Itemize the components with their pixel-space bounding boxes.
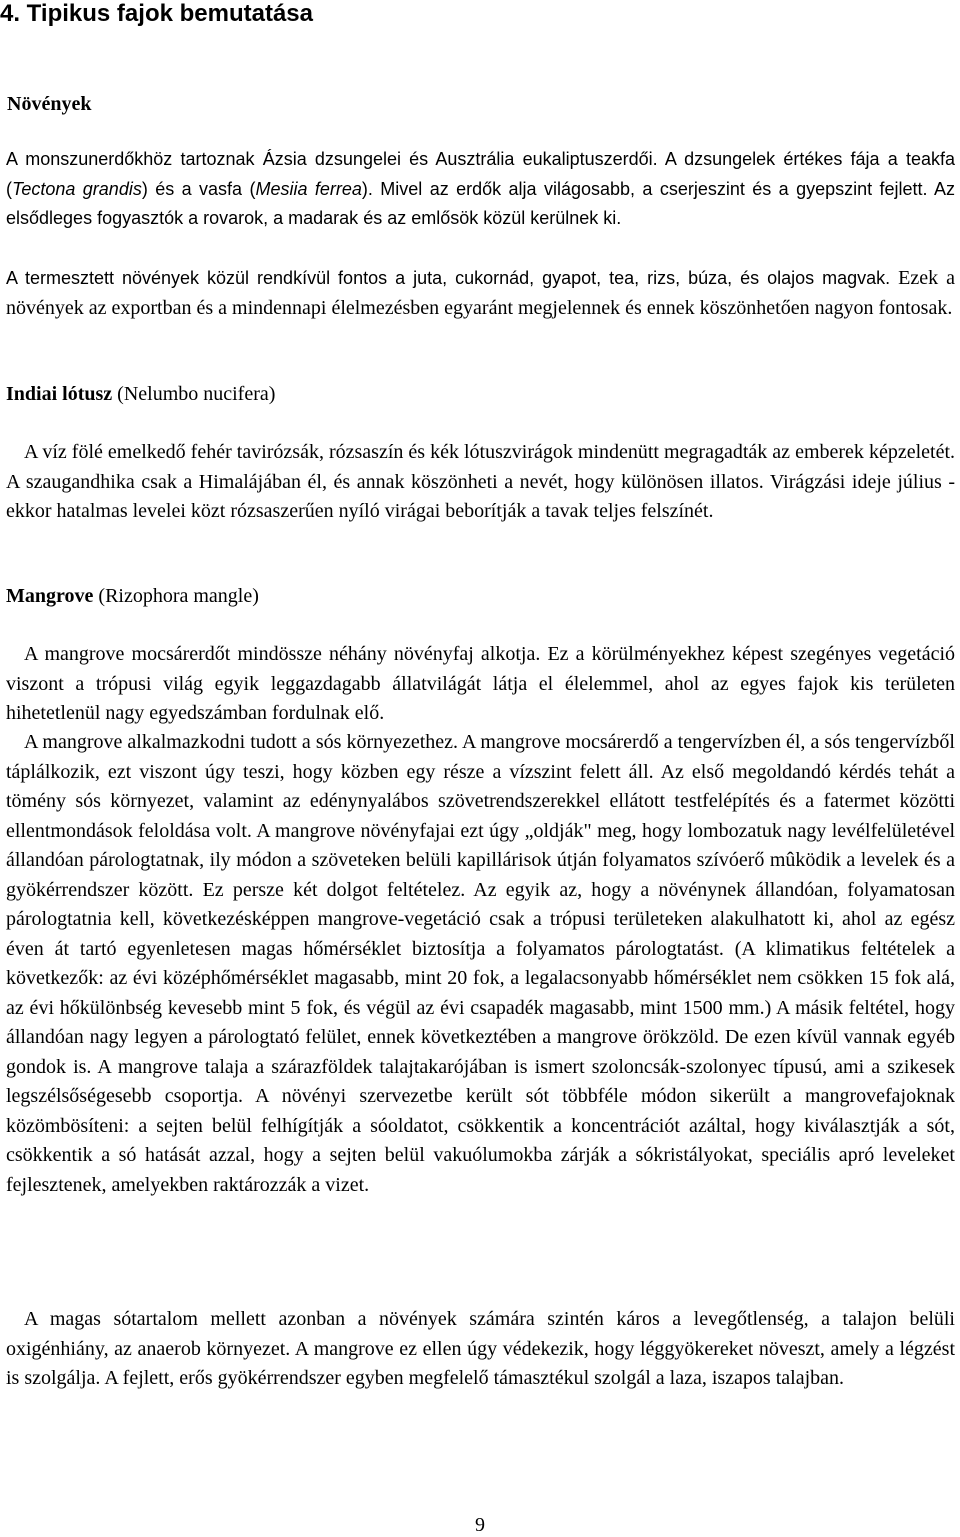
mangrove-latin: (Rizophora mangle) [93,585,259,607]
mangrove-name: Mangrove [6,585,94,607]
page-number: 9 [475,1514,485,1536]
mangrove-heading [6,584,259,608]
mangrove-paragraph-3: A magas sótartalom mellett azonban a növények számára szintén káros a levegőtlenség, a talajon belüli oxigénhiány, az anaerob környezet. A mangrove ez ellen úgy védekezik, hogy léggyökereket növeszt, amely a légzést is szolgálja. A fejlett, erős gyökérrendszer egyben megfelelő támasztékul szolgál a laza, iszapos talajban. [6,1308,955,1389]
latin-mesiia: Mesiia ferrea [255,178,362,199]
section-title: Növények [7,93,92,115]
intro-paragraph: A monszunerdőkhöz tartoznak Ázsia dzsungelei és Ausztrália eukaliptuszerdői. A dzsungelek értékes fája a teakfa (Tectona grandis) és a vasfa (Mesiia ferrea). Mivel az erdők alja világosabb, a cserjeszint és a gyepszint fejlett. Az elsődleges fogyasztók a rovarok, a madarak és az emlősök közül kerülnek ki. [6,149,955,228]
lotus-heading [6,382,275,406]
lotus-paragraph: A víz fölé emelkedő fehér tavirózsák, rózsaszín és kék lótuszvirágok mindenütt megragadták az emberek képzeletét. A szaugandhika csak a Himalájában él, és annak köszönheti a nevét, hogy különösen illatos. Virágzási ideje július - ekkor hatalmas levelei közt rózsaszerűen nyíló virágai beborítják a tavak teljes felszínét. [6,441,955,522]
crops-paragraph: A termesztett növények közül rendkívül fontos a juta, cukornád, gyapot, tea, rizs, búza, és olajos magvak. Ezek a növények az exportban és a mindennapi élelmezésben egyaránt megjelennek és ennek köszönhetően nagyon fontosak. [6,267,955,319]
chapter-title: 4. Tipikus fajok bemutatása [0,0,313,27]
latin-tectona: Tectona grandis [12,178,142,199]
lotus-latin: (Nelumbo nucifera) [112,383,276,405]
lotus-name: Indiai lótusz [6,383,113,405]
mangrove-paragraph-2: A mangrove alkalmazkodni tudott a sós környezethez. A mangrove mocsárerdő a tengervízben él, a sós tengervízből táplálkozik, ezt viszont úgy teszi, hogy közben egy része a vízszint felett áll. Az első megoldandó kérdés tehát a tömény sós környezet, valamint az edénynyalábos szövetrendszerekkel ellátott testfelépítés és a fatermet közötti ellentmondások feloldása volt. A mangrove növényfajai ezt úgy „oldják" meg, hogy lombozatuk nagy levélfelületével állandóan párologtatnak, ily módon a szöveteken belüli kapillárisok útján folyamatos szívóerő mûködik a levelek és a gyökérrendszer között. Ez persze két dolgot feltételez. Az egyik az, hogy a növénynek állandóan, folyamatosan párologtatnia kell, következésképpen mangrove-vegetáció csak a trópusi területeken alakulhatott ki, ahol az egész éven át tartó egyenletesen magas hőmérséklet biztosítja a folyamatos párologtatást. (A klimatikus feltételek a következők: az évi középhőmérséklet magasabb, mint 20 fok, a legalacsonyabb hőmérséklet nem csökken 15 fok alá, az évi hőkülönbség kevesebb mint 5 fok, és végül az évi csapadék magasabb, mint 1500 mm.) A másik feltétel, hogy állandóan nagy legyen a párologtató felület, ennek következtében a mangrove örökzöld. De ezen kívül vannak egyéb gondok is. A mangrove talaja a szárazföldek talajtakarójában is ismert szoloncsák-szolonyec típusú, ami a szikesek legszélsőségesebb csoportja. A növényi szervezetbe került sót többféle módon sikerült a mangrovefajoknak közömbösíteni: a sejten belül felhígítják a sóoldatot, csökkentik a koncentrációt azáltal, hogy kiválasztják a sót, csökkentik a só hatását azzal, hogy a sejten belül vakuólumokba zárják a sókristályokat, speciális apró leveleket fejlesztenek, amelyekben raktározzák a vizet. [6,731,955,1196]
mangrove-paragraph-1: A mangrove mocsárerdőt mindössze néhány növényfaj alkotja. Ez a körülményekhez képest szegényes vegetáció viszont a trópusi világ egyik leggazdagabb állatvilágát látja el élelemmel, ahol az egyes fajok kis területen hihetetlenül nagy egyedszámban fordulnak elő. [6,643,955,724]
